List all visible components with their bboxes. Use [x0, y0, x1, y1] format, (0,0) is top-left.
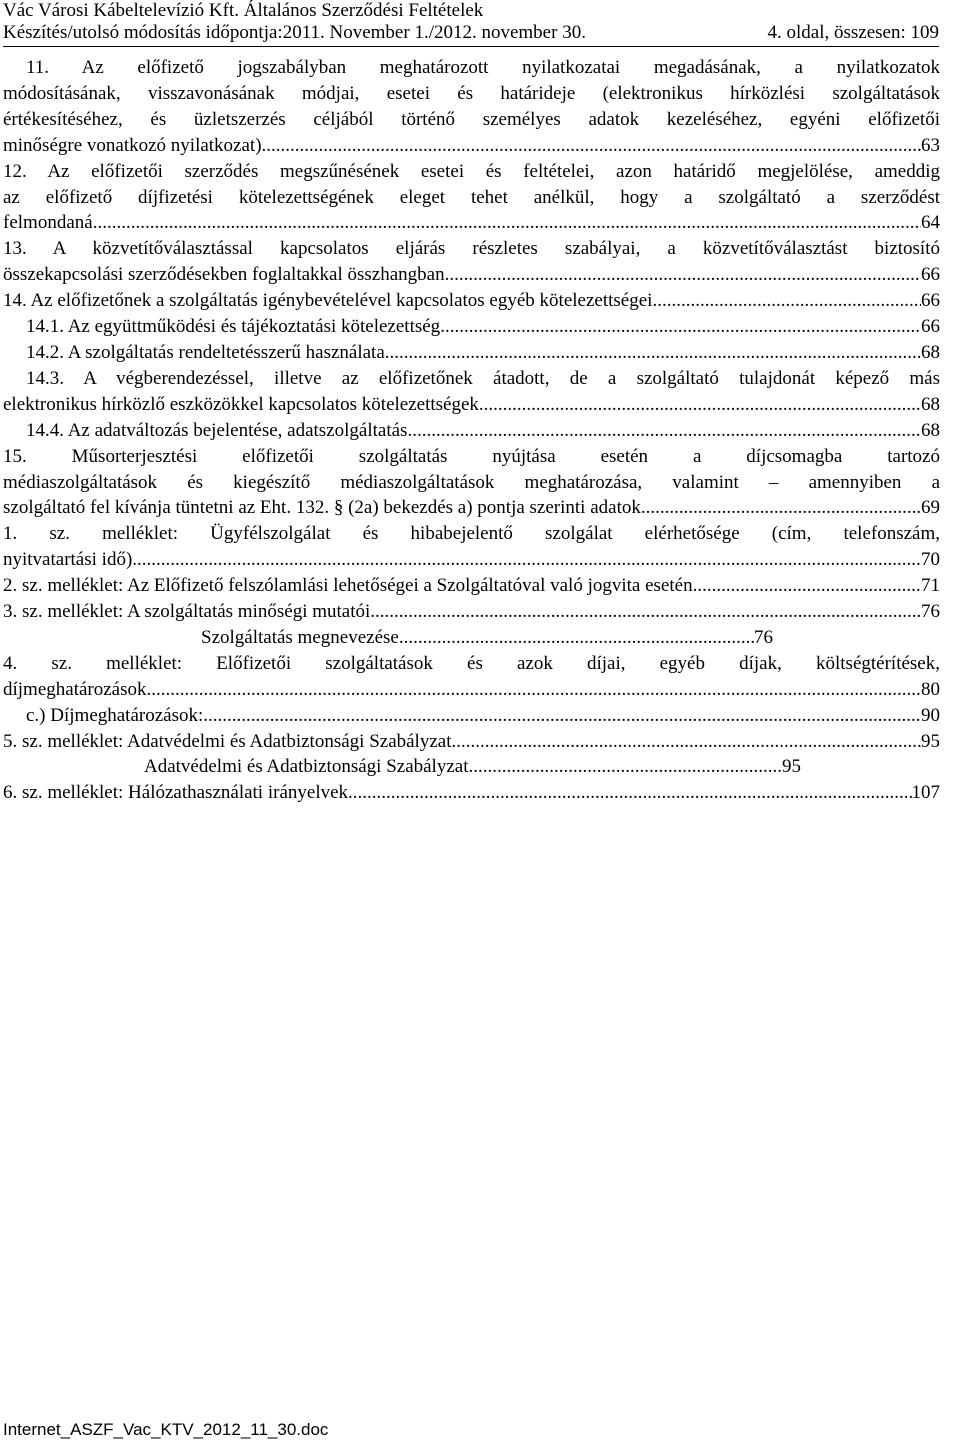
- toc-annex-2[interactable]: [3, 573, 940, 599]
- toc-annex-4-line-1: 4. sz. melléklet: Előfizetői szolgáltatások és azok díjai, egyéb díjak, költségtérítések,: [3, 652, 940, 674]
- header-page-number: 4. oldal, összesen: 109: [767, 22, 939, 43]
- toc-entry-11-page: 63: [921, 134, 940, 156]
- toc-annex-4-last-line: [3, 677, 940, 703]
- toc-annex-5[interactable]: [3, 729, 940, 755]
- toc-entry-15[interactable]: [3, 444, 940, 522]
- toc-entry-12-last-line: [3, 210, 940, 236]
- dot-leader: [452, 729, 922, 755]
- toc-entry-15-line-2: médiaszolgáltatások és kiegészítő médiaszolgáltatások meghatározása, valamint – amennyiben a: [3, 471, 940, 493]
- dot-leader: [370, 599, 921, 625]
- toc-entry-14-page: 66: [921, 290, 940, 312]
- toc-annex-5-sub[interactable]: [144, 754, 801, 780]
- dot-leader: [399, 625, 754, 651]
- toc-annex-6[interactable]: [3, 780, 940, 806]
- page-header: [3, 0, 939, 47]
- toc-entry-12-line-2: az előfizető díjfizetési kötelezettségének eleget tehet anélkül, hogy a szolgáltató a szerződést: [3, 186, 940, 208]
- toc-entry-14-2-page: 68: [921, 341, 940, 363]
- toc-annex-5-label: 5. sz. melléklet: Adatvédelmi és Adatbiztonsági Szabályzat: [3, 730, 452, 752]
- toc-entry-14-4-label: 14.4. Az adatváltozás bejelentése, adatszolgáltatás: [26, 419, 408, 441]
- toc-entry-14-4-page: 68: [921, 419, 940, 441]
- toc-annex-4-sub-page: 90: [921, 704, 940, 726]
- toc-annex-1[interactable]: [3, 521, 940, 573]
- footer-filename: Internet_ASZF_Vac_KTV_2012_11_30.doc: [3, 1420, 329, 1439]
- header-title: Vác Városi Kábeltelevízió Kft. Általános Szerződési Feltételek: [3, 0, 484, 21]
- toc-annex-3-page: 76: [921, 601, 940, 623]
- toc-entry-12[interactable]: [3, 159, 940, 237]
- toc-annex-1-page: 70: [921, 549, 940, 571]
- toc-entry-11-line-1: 11. Az előfizető jogszabályban meghatározott nyilatkozatai megadásának, a nyilatkozatok: [26, 57, 940, 78]
- dot-leader: [132, 547, 921, 573]
- toc-entry-14[interactable]: [3, 288, 940, 314]
- toc-annex-3-sub-page: 76: [754, 626, 773, 648]
- toc-entry-13-line-2: összekapcsolási szerződésekben foglaltakkal összhangban: [3, 264, 445, 286]
- toc-entry-15-page: 69: [921, 497, 940, 519]
- toc-annex-3-label: 3. sz. melléklet: A szolgáltatás minőségi mutatói: [3, 601, 371, 623]
- header-line-2: [3, 22, 939, 47]
- toc-annex-4-sub[interactable]: [3, 703, 940, 729]
- dot-leader: [468, 754, 782, 780]
- toc-annex-4-line-2: díjmeghatározások: [3, 678, 147, 700]
- toc-annex-1-last-line: [3, 547, 940, 573]
- toc-entry-15-last-line: [3, 495, 940, 521]
- toc-entry-14-1-page: 66: [921, 316, 940, 338]
- toc-entry-14-label: 14. Az előfizetőnek a szolgáltatás igénybevételével kapcsolatos egyéb kötelezettségei: [3, 290, 653, 312]
- toc-annex-5-page: 95: [921, 730, 940, 752]
- toc-entry-12-line-1: 12. Az előfizetői szerződés megszűnésének esetei és feltételei, azon határidő megjelölése, ameddig: [3, 160, 940, 182]
- dot-leader: [93, 210, 921, 236]
- header-revision-date: Készítés/utolsó módosítás időpontja:2011. November 1./2012. november 30.: [3, 22, 586, 43]
- dot-leader: [693, 573, 921, 599]
- toc-annex-6-page: 107: [911, 782, 940, 804]
- dot-leader: [440, 314, 921, 340]
- dot-leader: [348, 780, 911, 806]
- toc-annex-4-sub-label: c.) Díjmeghatározások:: [26, 704, 204, 726]
- toc-annex-3-sub-label: Szolgáltatás megnevezése: [201, 626, 399, 648]
- toc-annex-6-label: 6. sz. melléklet: Hálózathasználati irányelvek: [3, 782, 349, 804]
- toc-entry-15-line-1: 15. Műsorterjesztési előfizetői szolgáltatás nyújtása esetén a díjcsomagba tartozó: [3, 445, 940, 467]
- toc-entry-11-last-line: [3, 133, 940, 159]
- dot-leader: [652, 288, 921, 314]
- toc-entry-13[interactable]: [3, 236, 940, 288]
- toc-annex-5-sub-page: 95: [782, 756, 801, 778]
- toc-entry-14-1[interactable]: [3, 314, 940, 340]
- toc-annex-3-sub-wrap: [3, 625, 940, 651]
- toc-entry-14-3-line-1: 14.3. A végberendezéssel, illetve az előfizetőnek átadott, de a szolgáltató tulajdonát képező más: [26, 367, 940, 389]
- toc-entry-11-line-2: módosításának, visszavonásának módjai, esetei és határideje (elektronikus hírközlési szolgáltatások: [3, 82, 940, 104]
- dot-leader: [641, 495, 921, 521]
- dot-leader: [407, 418, 921, 444]
- table-of-contents: [3, 55, 940, 806]
- dot-leader: [262, 133, 921, 159]
- toc-annex-5-sub-wrap: [3, 754, 940, 780]
- toc-annex-4[interactable]: [3, 651, 940, 703]
- toc-annex-3-sub[interactable]: [201, 625, 773, 651]
- page-footer: [3, 1420, 328, 1440]
- toc-entry-14-3[interactable]: [3, 366, 940, 418]
- toc-entry-14-3-last-line: [3, 392, 940, 418]
- toc-entry-11-line-3: értékesítéséhez, és üzletszerzés céljából történő személyes adatok kezeléséhez, egyéni előfizetői: [3, 108, 940, 130]
- toc-annex-2-label: 2. sz. melléklet: Az Előfizető felszólamlási lehetőségei a Szolgáltatóval való jogvita esetén: [3, 575, 693, 597]
- dot-leader: [385, 340, 921, 366]
- toc-entry-14-2-label: 14.2. A szolgáltatás rendeltetésszerű használata: [26, 341, 385, 363]
- toc-entry-12-page: 64: [921, 212, 940, 234]
- toc-entry-13-line-1: 13. A közvetítőválasztással kapcsolatos eljárás részletes szabályai, a közvetítőválasztást biztosító: [3, 238, 940, 260]
- toc-annex-4-page: 80: [921, 678, 940, 700]
- toc-entry-14-4[interactable]: [3, 418, 940, 444]
- header-line-1: [3, 0, 939, 22]
- toc-annex-1-line-1: 1. sz. melléklet: Ügyfélszolgálat és hibabejelentő szolgálat elérhetősége (cím, telefonszám,: [3, 523, 940, 545]
- toc-annex-5-sub-label: Adatvédelmi és Adatbiztonsági Szabályzat: [144, 756, 469, 778]
- dot-leader: [147, 677, 921, 703]
- toc-annex-1-line-2: nyitvatartási idő): [3, 549, 133, 571]
- dot-leader: [445, 262, 921, 288]
- toc-entry-11[interactable]: [3, 55, 940, 159]
- dot-leader: [203, 703, 921, 729]
- toc-entry-14-3-page: 68: [921, 393, 940, 415]
- toc-entry-13-last-line: [3, 262, 940, 288]
- toc-entry-14-1-label: 14.1. Az együttműködési és tájékoztatási kötelezettség: [26, 316, 441, 338]
- dot-leader: [479, 392, 921, 418]
- toc-entry-13-page: 66: [921, 264, 940, 286]
- toc-entry-15-line-3: szolgáltató fel kívánja tüntetni az Eht. 132. § (2a) bekezdés a) pontja szerinti adatok: [3, 497, 641, 519]
- toc-annex-3[interactable]: [3, 599, 940, 625]
- toc-entry-14-3-line-2: elektronikus hírközlő eszközökkel kapcsolatos kötelezettségek: [3, 393, 479, 415]
- toc-annex-2-page: 71: [921, 575, 940, 597]
- toc-entry-12-line-3: felmondaná: [3, 212, 93, 234]
- toc-entry-14-2[interactable]: [3, 340, 940, 366]
- toc-entry-11-line-4: minőségre vonatkozó nyilatkozat): [3, 134, 262, 156]
